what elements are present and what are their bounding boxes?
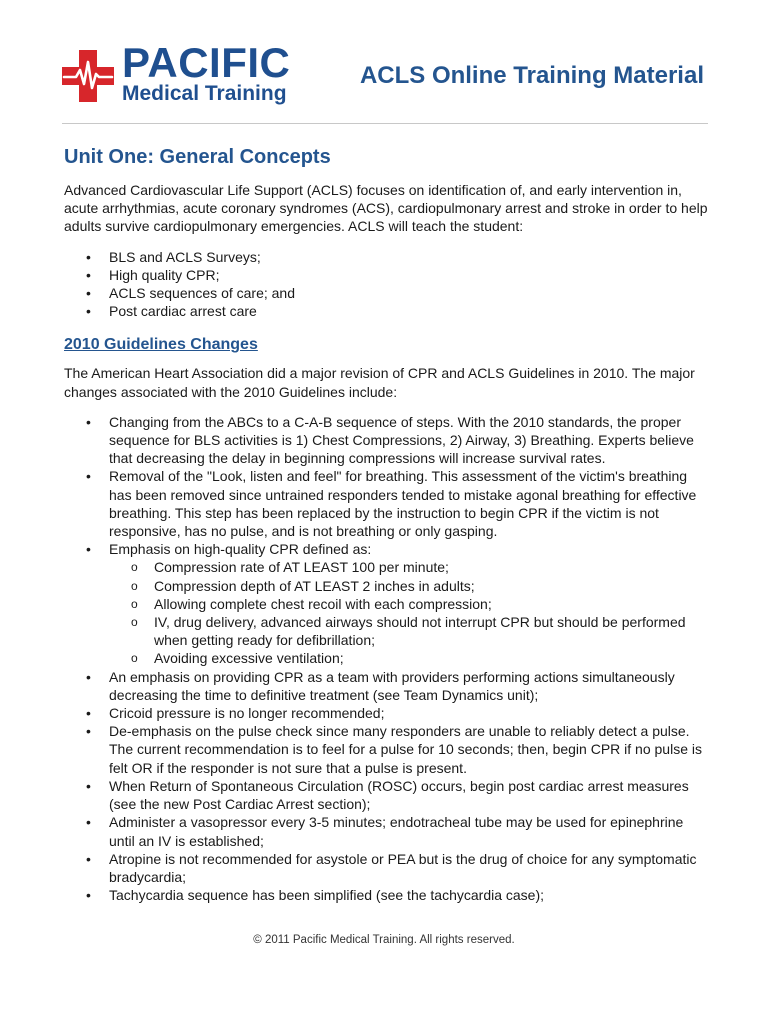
list-item: • De-emphasis on the pulse check since many responders are unable to reliably detect a pulse. The current recommendation is to feel for a pulse for 10 seconds; then, begin CPR if no pulse is felt OR if the responder is not sure that a pulse is present. <box>86 723 702 776</box>
unit-intro: Advanced Cardiovascular Life Support (ACLS) focuses on identification of, and early intervention in, acute arrhythmias, acute coronary syndromes (ACS), cardiopulmonary arrest and stroke in order to help adults survive cardiopulmonary emergencies. ACLS will teach the student: <box>64 182 708 235</box>
sub-list-item: o Allowing complete chest recoil with each compression; <box>131 595 492 612</box>
bullet-icon: • <box>86 266 91 283</box>
page-header <box>62 39 708 106</box>
circle-bullet-icon: o <box>131 596 138 611</box>
list-item: • Atropine is not recommended for asystole or PEA but is the drug of choice for any symptomatic bradycardia; <box>86 850 697 885</box>
bullet-icon: • <box>86 887 91 904</box>
header-divider <box>62 123 708 124</box>
list-item: • Administer a vasopressor every 3-5 minutes; endotracheal tube may be used for epinephrine until an IV is established; <box>86 814 684 849</box>
list-item: • Cricoid pressure is no longer recommended; <box>86 705 385 722</box>
page-content <box>64 144 710 918</box>
logo-subtitle: Medical Training <box>122 82 287 105</box>
guidelines-heading: 2010 Guidelines Changes <box>64 336 258 354</box>
guidelines-list <box>64 413 710 904</box>
list-item: • When Return of Spontaneous Circulation (ROSC) occurs, begin post cardiac arrest measures (see the new Post Cardiac Arrest section); <box>86 777 689 813</box>
bullet-icon: • <box>86 468 91 485</box>
copyright-footer: © 2011 Pacific Medical Training. All rights reserved. <box>253 934 515 946</box>
sub-list-item: o Avoiding excessive ventilation; <box>131 650 344 667</box>
list-item: • Removal of the "Look, listen and feel" for breathing. This assessment of the victim's breathing has been removed since untrained responders tended to mistake agonal breathing for effective breathing. This step has been replaced by the instruction to begin CPR if the victim is not responsive, has no pulse, and is not breathing or only gasping. <box>86 468 697 540</box>
unit-bullet-list <box>64 248 710 321</box>
bullet-icon: • <box>86 413 91 430</box>
circle-bullet-icon: o <box>131 615 138 630</box>
list-item: • Changing from the ABCs to a C-A-B sequence of steps. With the 2010 standards, the proper sequence for BLS activities is 1) Chest Compressions, 2) Airway, 3) Breathing. Experts believe that decreasing the delay in beginning compressions will increase survival rates. <box>86 413 694 467</box>
sub-list-item: o IV, drug delivery, advanced airways should not interrupt CPR but should be performed when getting ready for defibrillation; <box>131 614 686 649</box>
medical-cross-heartbeat-icon <box>62 50 114 102</box>
bullet-icon: • <box>86 814 91 831</box>
bullet-icon: • <box>86 777 91 794</box>
list-item: • Emphasis on high-quality CPR defined as: o Compression rate of AT LEAST 100 per minute; o Compression depth of AT LEAST 2 inches in adults; o Allowing complete chest recoil with each compression; o IV, drug delivery, advanced airways should not interrupt CPR but should be performed when getting ready for defibrillation; o Avoiding excessive ventilation; <box>64 540 710 667</box>
list-item: • BLS and ACLS Surveys; <box>86 248 261 265</box>
guidelines-intro: The American Heart Association did a major revision of CPR and ACLS Guidelines in 2010. The major changes associated with the 2010 Guidelines include: <box>64 365 695 400</box>
bullet-icon: • <box>86 723 91 740</box>
list-item: • ACLS sequences of care; and <box>86 285 296 302</box>
bullet-icon: • <box>86 303 91 320</box>
sub-list-item: o Compression rate of AT LEAST 100 per minute; <box>131 559 449 576</box>
list-item: • Tachycardia sequence has been simplified (see the tachycardia case); <box>86 887 545 904</box>
bullet-icon: • <box>86 248 91 265</box>
bullet-icon: • <box>86 541 91 558</box>
list-item: • High quality CPR; <box>86 266 220 283</box>
bullet-icon: • <box>86 668 91 685</box>
bullet-icon: • <box>86 285 91 302</box>
sub-list-item: o Compression depth of AT LEAST 2 inches in adults; <box>131 577 475 594</box>
cpr-quality-sublist <box>109 558 710 667</box>
circle-bullet-icon: o <box>131 651 138 666</box>
unit-heading: Unit One: General Concepts <box>64 146 331 168</box>
bullet-icon: • <box>86 850 91 867</box>
bullet-icon: • <box>86 705 91 722</box>
logo-wordmark: PACIFIC <box>122 39 291 86</box>
document-title: ACLS Online Training Material <box>359 62 704 89</box>
list-item: • Post cardiac arrest care <box>86 303 257 320</box>
list-item: • An emphasis on providing CPR as a team with providers performing actions simultaneously decreasing the time to definitive treatment (see Team Dynamics unit); <box>86 668 675 703</box>
circle-bullet-icon: o <box>131 578 138 593</box>
circle-bullet-icon: o <box>131 560 138 575</box>
